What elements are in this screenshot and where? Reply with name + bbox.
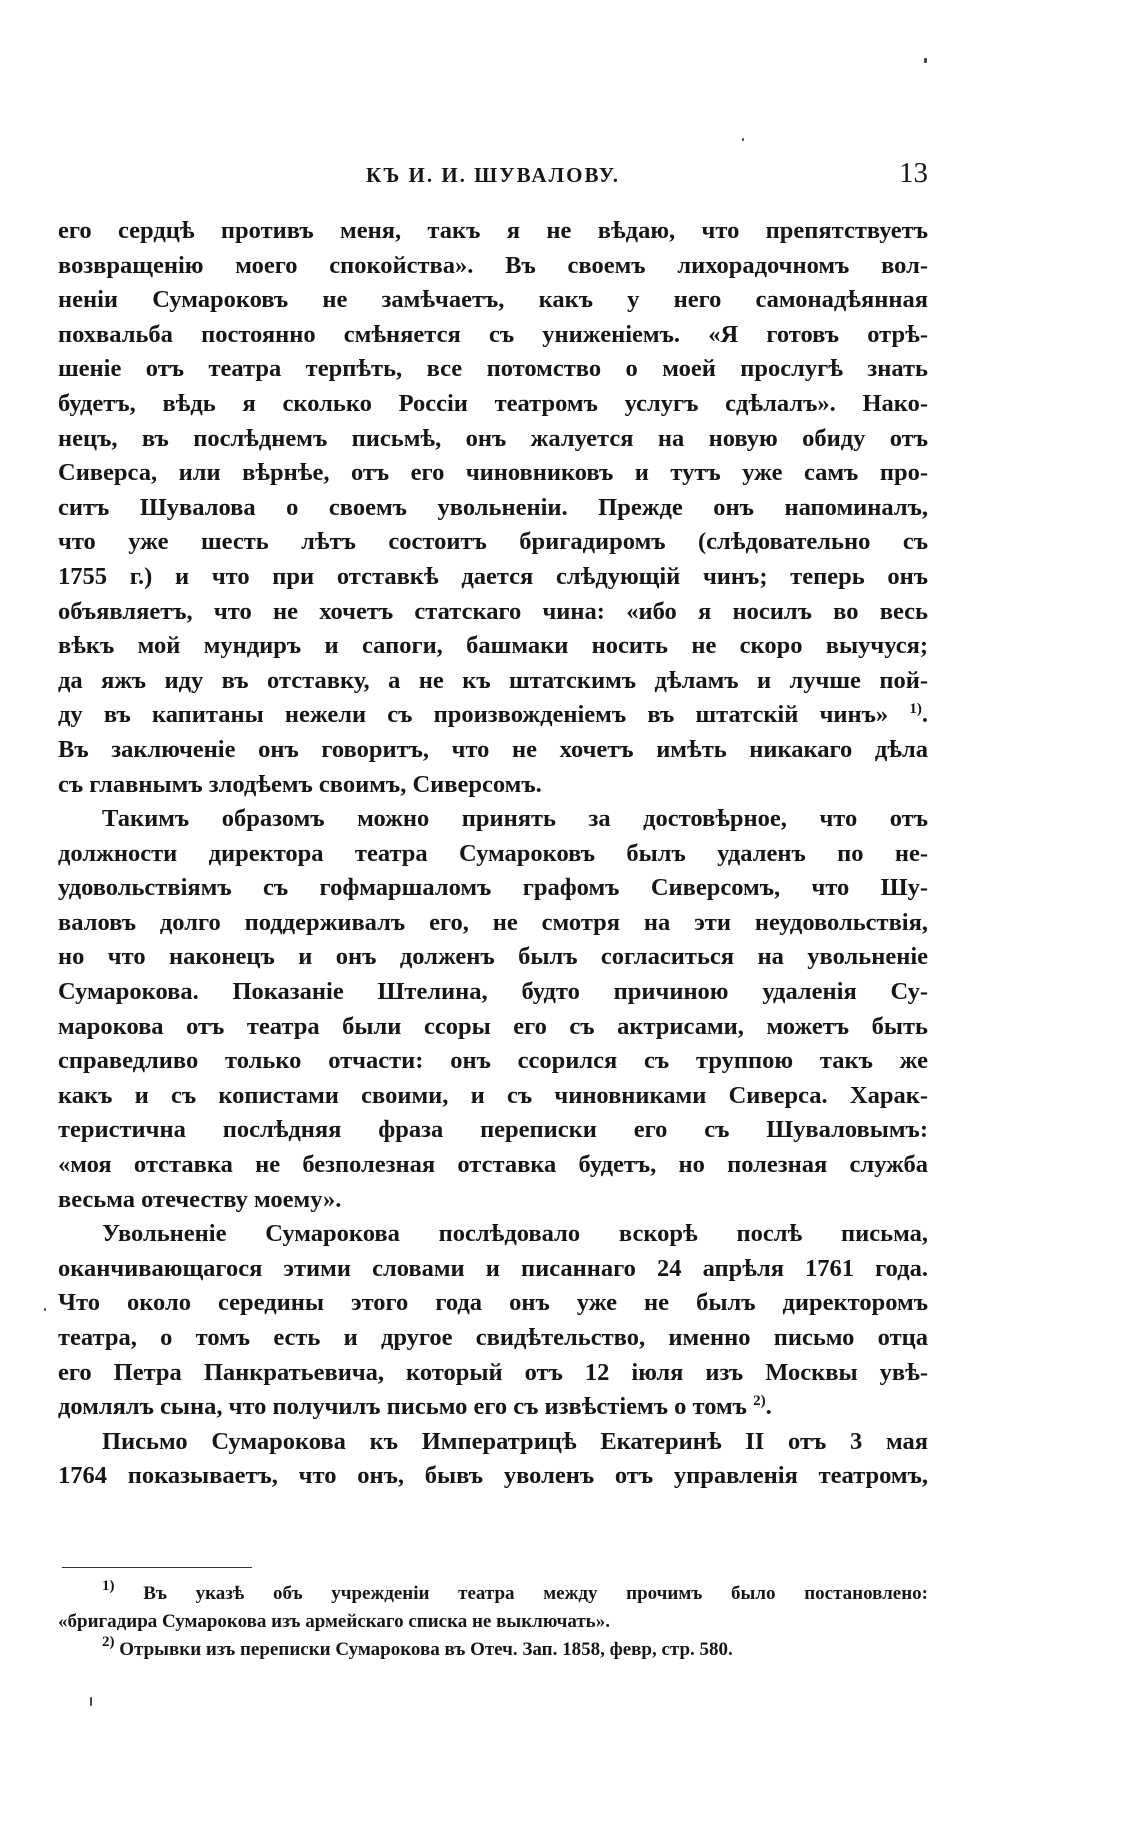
text-line: что уже шесть лѣтъ состоитъ бригадиромъ (слѣдовательно съ	[58, 528, 928, 556]
scan-speck	[742, 138, 744, 141]
text-line: удовольствіямъ съ гофмаршаломъ графомъ Сиверсомъ, что Шу-	[58, 874, 928, 902]
punctuation: .	[765, 1393, 772, 1421]
text-line: неніи Сумароковъ не замѣчаетъ, какъ у него самонадѣянная	[58, 286, 928, 314]
text-line: вѣкъ мой мундиръ и сапоги, башмаки носить не скоро выучуся;	[58, 632, 928, 660]
text-line: Что около середины этого года онъ уже не былъ директоромъ	[58, 1289, 928, 1317]
text-line: ситъ Шувалова о своемъ увольненіи. Прежде онъ напоминалъ,	[58, 493, 928, 521]
footnote-text: Отрывки изъ переписки Сумарокова въ Отеч. Зап. 1858, февр, стр. 580.	[119, 1639, 733, 1660]
text-line: справедливо только отчасти: онъ ссорился съ труппою такъ же	[58, 1047, 928, 1075]
text-line: оканчивающагося этими словами и писаннаго 24 апрѣля 1761 года.	[58, 1254, 928, 1282]
text-line: марокова отъ театра были ссоры его съ актрисами, можетъ быть	[58, 1012, 928, 1040]
text-line: съ главнымъ злодѣемъ своимъ, Сиверсомъ.	[58, 770, 542, 798]
footnote-divider	[62, 1567, 252, 1568]
text-fragment: домлялъ сына, что получилъ письмо его съ извѣстіемъ о томъ	[58, 1393, 747, 1421]
text-line: объявляетъ, что не хочетъ статскаго чина: «ибо я носилъ во весь	[58, 597, 928, 625]
text-line: валовъ долго поддерживалъ его, не смотря на эти неудовольствія,	[58, 908, 928, 936]
text-line: 1755 г.) и что при отставкѣ дается слѣдующій чинъ; теперь онъ	[58, 562, 928, 590]
text-line: должности директора театра Сумароковъ былъ удаленъ по не-	[58, 839, 928, 867]
scan-speck	[924, 58, 927, 63]
text-line: театра, о томъ есть и другое свидѣтельство, именно письмо отца	[58, 1324, 928, 1351]
text-line: да яжъ иду въ отставку, а не къ штатскимъ дѣламъ и лучше пой-	[58, 666, 928, 694]
text-line: Письмо Сумарокова къ Императрицѣ Екатеринѣ II отъ 3 мая	[102, 1427, 928, 1455]
footnote-1-continuation: «бригадира Сумарокова изъ армейскаго списка не выключать».	[58, 1611, 610, 1632]
text-line: возвращенію моего спокойства». Въ своемъ лихорадочномъ вол-	[58, 251, 928, 279]
scan-speck	[90, 1697, 92, 1706]
text-line-with-footnote	[58, 698, 928, 733]
text-line: весьма отечеству моему».	[58, 1185, 342, 1213]
text-line: шеніе отъ театра терпѣть, все потомство о моей прослугѣ знать	[58, 355, 928, 383]
text-line: его сердцѣ противъ меня, такъ я не вѣдаю, что препятствуетъ	[58, 217, 928, 244]
text-line: его Петра Панкратьевича, который отъ 12 іюля изъ Москвы увѣ-	[58, 1358, 928, 1386]
text-line: нецъ, въ послѣднемъ письмѣ, онъ жалуется на новую обиду отъ	[58, 424, 928, 452]
footnote-2	[58, 1636, 928, 1664]
text-line: какъ и съ копистами своими, и съ чиновниками Сиверса. Харак-	[58, 1081, 928, 1109]
text-line: похвальба постоянно смѣняется съ униженіемъ. «Я готовъ отрѣ-	[58, 320, 928, 348]
page-number: 13	[899, 157, 928, 189]
text-line: Въ заключеніе онъ говоритъ, что не хочетъ имѣть никакаго дѣла	[58, 735, 928, 763]
text-line: Сиверса, или вѣрнѣе, отъ его чиновниковъ и тутъ уже самъ про-	[58, 459, 928, 487]
text-line: Такимъ образомъ можно принять за достовѣрное, что отъ	[102, 805, 928, 833]
footnote-text: Въ указѣ объ учрежденіи театра между прочимъ было постановлено:	[143, 1583, 928, 1604]
footnote-ref-1: 1)	[909, 701, 922, 718]
text-line-with-footnote	[58, 1390, 928, 1425]
text-fragment: ду въ капитаны нежели съ произвожденіемъ въ штатскій чинъ»	[58, 701, 889, 729]
footnote-marker-1: 1)	[102, 1580, 115, 1594]
running-title: КЪ И. И. ШУВАЛОВУ.	[365, 163, 621, 187]
footnote-marker-2: 2)	[102, 1636, 115, 1650]
running-head	[58, 158, 928, 192]
text-line: будетъ, вѣдь я сколько Россіи театромъ услугъ сдѣлалъ». Нако-	[58, 389, 928, 417]
paragraph-2	[58, 802, 928, 1217]
body-text	[58, 214, 928, 1494]
punctuation: .	[921, 701, 928, 729]
text-line: Увольненіе Сумарокова послѣдовало вскорѣ послѣ письма,	[102, 1220, 928, 1248]
footnote-ref-2: 2)	[753, 1393, 766, 1410]
text-line: теристична послѣдняя фраза переписки его съ Шуваловымъ:	[58, 1116, 928, 1144]
scan-speck	[44, 1308, 46, 1311]
paragraph-1	[58, 214, 928, 802]
text-line: Сумарокова. Показаніе Штелина, будто причиною удаленія Су-	[58, 978, 928, 1006]
text-line: 1764 показываетъ, что онъ, бывъ уволенъ отъ управленія театромъ,	[58, 1462, 928, 1490]
text-line: но что наконецъ и онъ долженъ былъ согласиться на увольненіе	[58, 943, 928, 971]
footnote-1	[58, 1580, 928, 1608]
text-line: «моя отставка не безполезная отставка будетъ, но полезная служба	[58, 1151, 928, 1179]
paragraph-4	[58, 1425, 928, 1494]
paragraph-3	[58, 1217, 928, 1425]
footnotes	[58, 1580, 928, 1664]
